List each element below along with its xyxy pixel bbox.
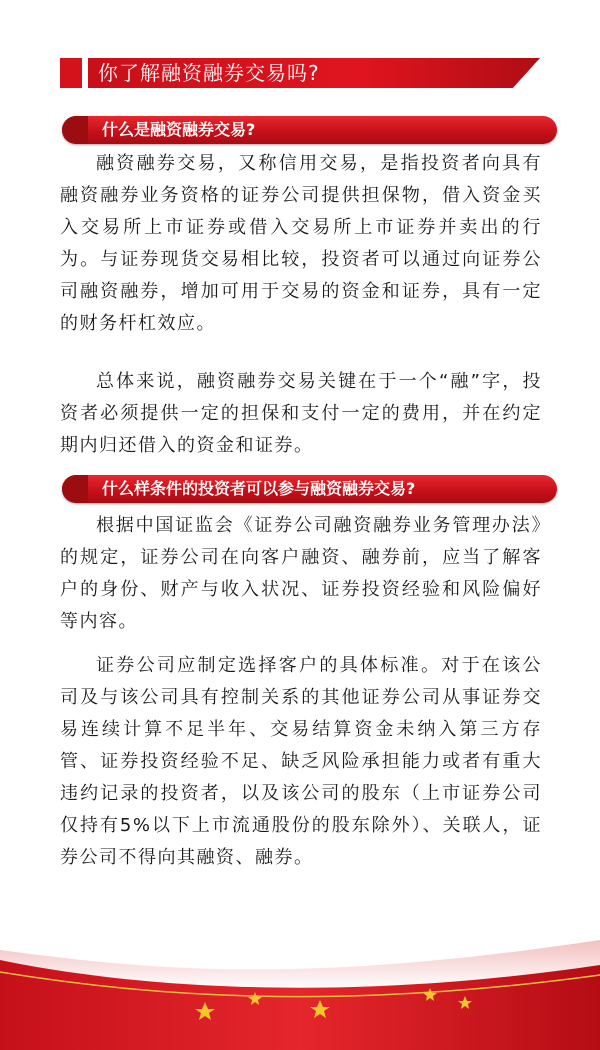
page-title: 你了解融资融券交易吗? bbox=[98, 61, 320, 85]
decorative-footer bbox=[0, 930, 600, 1050]
section-2-paragraph-1: 根据中国证监会《证券公司融资融券业务管理办法》的规定，证券公司在向客户融资、融券前，应当了解客户的身份、财产与收入状况、证券投资经验和风险偏好等内容。 bbox=[60, 515, 542, 632]
section-1-paragraph-1: 融资融券交易，又称信用交易，是指投资者向具有融资融券业务资格的证券公司提供担保物，借入资金买入交易所上市证券或借入交易所上市证券并卖出的行为。与证券现货交易相比较，投资者可以通过向证券公司融资融券，增加可用于交易的资金和证券，具有一定的财务杆杠效应。 bbox=[60, 153, 542, 334]
section-heading-2: 什么样条件的投资者可以参与融资融券交易? bbox=[62, 475, 557, 503]
title-marker bbox=[60, 58, 82, 88]
section-1-paragraph-2: 总体来说，融资融券交易关键在于一个“融”字，投资者必须提供一定的担保和支付一定的费用，并在约定期内归还借入的资金和证券。 bbox=[60, 371, 542, 456]
section-heading-1: 什么是融资融券交易? bbox=[62, 116, 557, 144]
section-2-paragraph-2: 证券公司应制定选择客户的具体标准。对于在该公司及与该公司具有控制关系的其他证券公司从事证券交易连续计算不足半年、交易结算资金未纳入第三方存管、证券投资经验不足、缺乏风险承担能力或者有重大违约记录的投资者，以及该公司的股东（上市证券公司仅持有5%以下上市流通股份的股东除外）、关联人，证券公司不得向其融资、融券。 bbox=[60, 655, 542, 868]
